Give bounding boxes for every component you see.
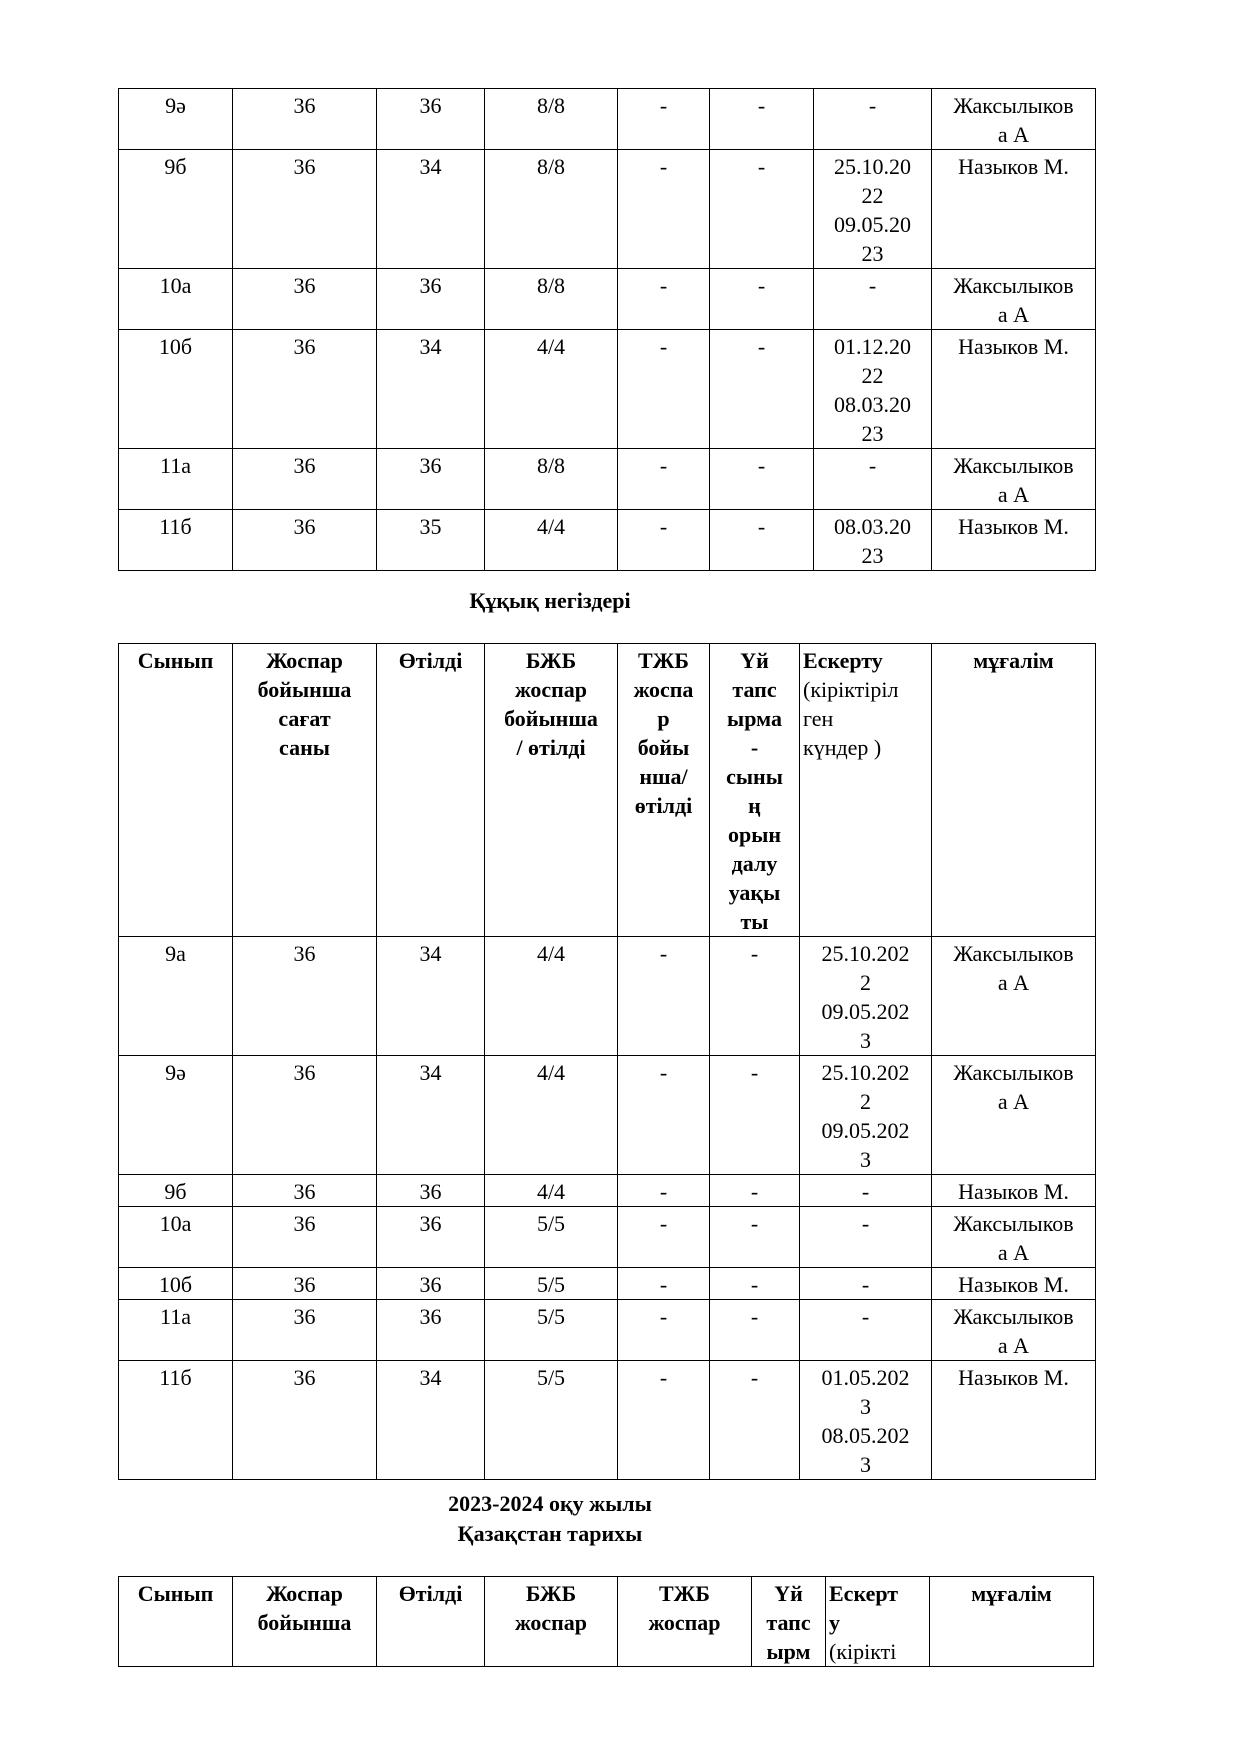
column-header: [233, 644, 377, 937]
table-cell: 25.10.20 22 09.05.20 23: [814, 150, 932, 269]
column-header: [930, 1577, 1094, 1667]
column-header-label: БЖБ жоспар: [514, 1581, 588, 1635]
table-cell: 36: [377, 89, 485, 150]
table-cell: 4/4: [485, 937, 618, 1056]
table-header-row: [119, 644, 1096, 937]
table-cell: -: [710, 1361, 800, 1480]
academic-year-title: 2023-2024 оқу жылы: [448, 1491, 652, 1516]
table-cell: 36: [377, 1175, 485, 1207]
table-cell: 36: [233, 1056, 377, 1175]
table-cell: 10а: [119, 269, 233, 330]
table-cell: -: [710, 150, 814, 269]
table-cell: -: [814, 449, 932, 510]
table-cell: -: [800, 1207, 932, 1268]
table-cell: 36: [233, 1207, 377, 1268]
table-cell: Жаксылыков а А: [932, 937, 1096, 1056]
table-cell: 4/4: [485, 1175, 618, 1207]
table-cell: 36: [233, 330, 377, 449]
table-cell: 8/8: [485, 89, 618, 150]
column-header-note: (кіріктіріл ген күндер ): [803, 677, 899, 760]
table-cell: -: [618, 1361, 710, 1480]
table-cell: -: [710, 1056, 800, 1175]
table-row: [119, 269, 1096, 330]
column-header: [119, 1577, 233, 1667]
table-cell: 36: [377, 449, 485, 510]
table-cell: Жаксылыков а А: [932, 1056, 1096, 1175]
column-header: [932, 644, 1096, 937]
column-header: [233, 1577, 377, 1667]
table-cell: 36: [233, 510, 377, 571]
column-header-label: Өтілді: [398, 648, 463, 673]
table-kz-history: [118, 1576, 1094, 1667]
table-cell: Назыков М.: [932, 1268, 1096, 1300]
table-cell: 9а: [119, 937, 233, 1056]
table-cell: -: [618, 1175, 710, 1207]
column-header: [119, 644, 233, 937]
table-continued-body: [119, 89, 1096, 571]
table-cell: 36: [233, 937, 377, 1056]
table-cell: 35: [377, 510, 485, 571]
table-cell: 9б: [119, 1175, 233, 1207]
table-cell: 4/4: [485, 330, 618, 449]
table-row: [119, 1268, 1096, 1300]
table-cell: -: [710, 1175, 800, 1207]
table-cell: -: [710, 1268, 800, 1300]
table-cell: 36: [233, 269, 377, 330]
column-header: [377, 1577, 485, 1667]
table-cell: -: [710, 89, 814, 150]
table-cell: Назыков М.: [932, 330, 1096, 449]
table-cell: 8/8: [485, 150, 618, 269]
column-header: [800, 644, 932, 937]
column-header: [826, 1577, 930, 1667]
table-cell: 10б: [119, 1268, 233, 1300]
table-cell: 8/8: [485, 269, 618, 330]
column-header-label: Жоспар бойынша сағат саны: [257, 648, 352, 760]
table-row: [119, 1056, 1096, 1175]
column-header-label: Үй тапс ырма - сыны ң орын далу уақы ты: [726, 648, 783, 934]
column-header-label: Сынып: [137, 648, 214, 673]
table-cell: 5/5: [485, 1207, 618, 1268]
column-header-label: Жоспар бойынша: [257, 1581, 352, 1635]
table-cell: -: [618, 269, 710, 330]
table-cell: 11б: [119, 510, 233, 571]
table-cell: Назыков М.: [932, 1361, 1096, 1480]
table-cell: -: [618, 449, 710, 510]
section-title-kz-history: Қазақстан тарихы: [457, 1521, 643, 1546]
table-cell: 34: [377, 937, 485, 1056]
table-cell: Жаксылыков а А: [932, 1207, 1096, 1268]
table-cell: 36: [233, 1268, 377, 1300]
column-header: [618, 1577, 752, 1667]
table-cell: Жаксылыков а А: [932, 449, 1096, 510]
column-header: [752, 1577, 826, 1667]
table-cell: -: [618, 510, 710, 571]
table-cell: 01.05.202 3 08.05.202 3: [800, 1361, 932, 1480]
column-header-label: ТЖБ жоспа р бойы нша/ өтілді: [633, 648, 694, 818]
table-cell: -: [618, 1207, 710, 1268]
table-cell: 36: [377, 1300, 485, 1361]
table-row: [119, 937, 1096, 1056]
table-cell: -: [618, 937, 710, 1056]
table-cell: 9ә: [119, 1056, 233, 1175]
table-header-row: [119, 1577, 1094, 1667]
column-header-label: мұғалім: [971, 1581, 1052, 1606]
column-header: [485, 1577, 618, 1667]
table-cell: 5/5: [485, 1361, 618, 1480]
table-continued: [118, 88, 1096, 571]
table-row: [119, 1361, 1096, 1480]
table-cell: 9б: [119, 150, 233, 269]
table-cell: 4/4: [485, 1056, 618, 1175]
table-cell: 36: [233, 150, 377, 269]
table-cell: 11б: [119, 1361, 233, 1480]
table-cell: 36: [233, 89, 377, 150]
table-cell: 08.03.20 23: [814, 510, 932, 571]
table-cell: Жаксылыков а А: [932, 269, 1096, 330]
column-header-label: БЖБ жоспар бойынша / өтілді: [504, 648, 598, 760]
column-header-label: Үй тапс ырм: [766, 1581, 811, 1664]
column-header: [377, 644, 485, 937]
table-cell: -: [618, 89, 710, 150]
table-cell: Жаксылыков а А: [932, 1300, 1096, 1361]
table-law-basics: [118, 643, 1096, 1480]
table-cell: 36: [377, 1268, 485, 1300]
table-cell: 01.12.20 22 08.03.20 23: [814, 330, 932, 449]
table-row: [119, 89, 1096, 150]
table-law-basics-body: [119, 937, 1096, 1480]
column-header-label: Өтілді: [398, 1581, 463, 1606]
table-cell: 34: [377, 330, 485, 449]
table-cell: -: [618, 1268, 710, 1300]
table-cell: 5/5: [485, 1268, 618, 1300]
table-cell: -: [710, 937, 800, 1056]
table-cell: 10б: [119, 330, 233, 449]
table-cell: 4/4: [485, 510, 618, 571]
table-cell: -: [814, 269, 932, 330]
table-cell: -: [710, 449, 814, 510]
column-header-label: мұғалім: [973, 648, 1054, 673]
table-cell: -: [800, 1268, 932, 1300]
table-row: [119, 510, 1096, 571]
column-header: [485, 644, 618, 937]
column-header: [710, 644, 800, 937]
column-header-label: Сынып: [137, 1581, 214, 1606]
table-cell: -: [710, 330, 814, 449]
table-cell: -: [710, 269, 814, 330]
table-cell: 9ә: [119, 89, 233, 150]
table-cell: Назыков М.: [932, 510, 1096, 571]
table-cell: 36: [377, 1207, 485, 1268]
table-cell: -: [618, 1300, 710, 1361]
column-header-note: (кірікті: [829, 1639, 897, 1664]
table-cell: 25.10.202 2 09.05.202 3: [800, 937, 932, 1056]
table-cell: -: [618, 330, 710, 449]
table-cell: -: [814, 89, 932, 150]
table-cell: 36: [377, 269, 485, 330]
table-cell: -: [710, 1207, 800, 1268]
table-cell: 34: [377, 1056, 485, 1175]
table-cell: -: [800, 1300, 932, 1361]
table-cell: 5/5: [485, 1300, 618, 1361]
table-cell: -: [618, 1056, 710, 1175]
table-cell: 36: [233, 1300, 377, 1361]
table-cell: 25.10.202 2 09.05.202 3: [800, 1056, 932, 1175]
table-cell: Жаксылыков а А: [932, 89, 1096, 150]
table-row: [119, 1300, 1096, 1361]
table-cell: 36: [233, 1361, 377, 1480]
table-cell: 10а: [119, 1207, 233, 1268]
column-header: [618, 644, 710, 937]
table-cell: 11а: [119, 1300, 233, 1361]
table-row: [119, 150, 1096, 269]
table-cell: Назыков М.: [932, 1175, 1096, 1207]
table-cell: -: [710, 510, 814, 571]
table-cell: 34: [377, 150, 485, 269]
table-cell: Назыков М.: [932, 150, 1096, 269]
table-row: [119, 330, 1096, 449]
table-cell: 34: [377, 1361, 485, 1480]
table-cell: 11а: [119, 449, 233, 510]
table-cell: -: [618, 150, 710, 269]
table-cell: -: [710, 1300, 800, 1361]
section-title-law: Құқық негіздері: [469, 588, 631, 613]
table-cell: -: [800, 1175, 932, 1207]
table-cell: 36: [233, 449, 377, 510]
column-header-label: Ескерту: [803, 648, 883, 673]
table-row: [119, 449, 1096, 510]
column-header-label: Ескерт у: [829, 1581, 899, 1635]
table-cell: 36: [233, 1175, 377, 1207]
column-header-label: ТЖБ жоспар: [648, 1581, 721, 1635]
table-cell: 8/8: [485, 449, 618, 510]
table-row: [119, 1207, 1096, 1268]
table-row: [119, 1175, 1096, 1207]
